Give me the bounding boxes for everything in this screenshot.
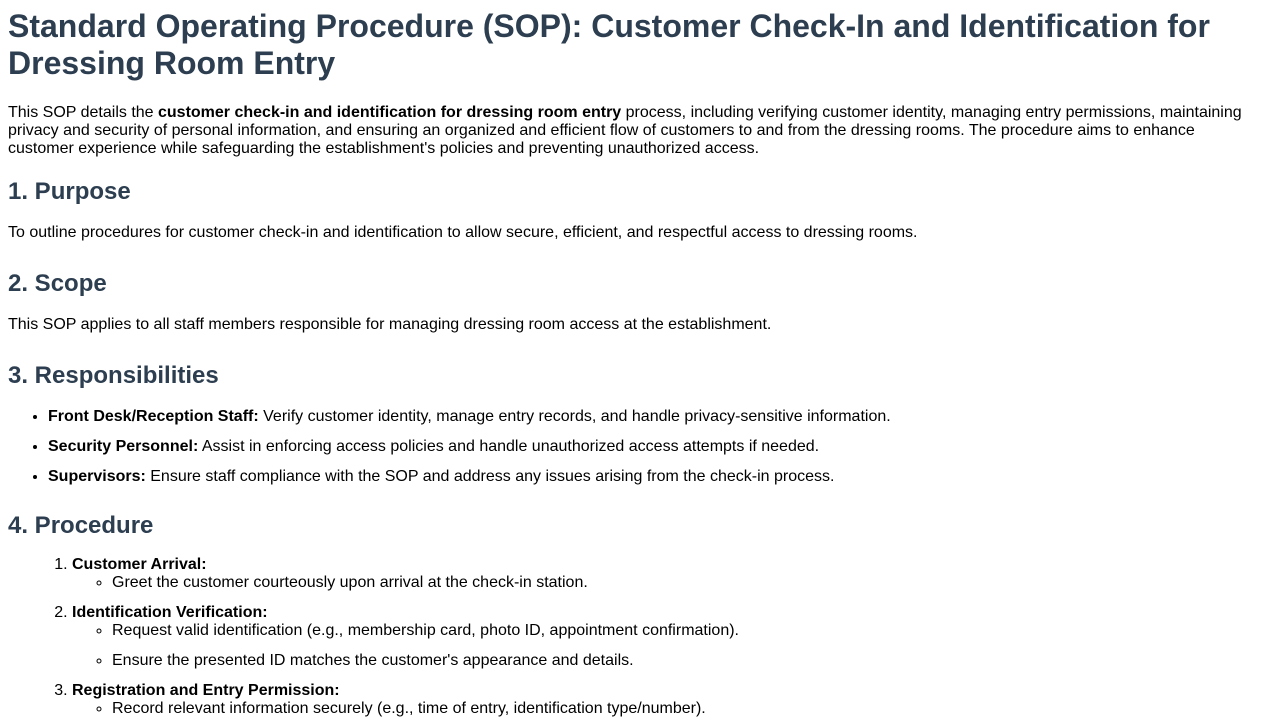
step-title: Registration and Entry Permission: xyxy=(72,682,340,699)
list-item xyxy=(48,468,1255,486)
list-item xyxy=(48,438,1255,456)
procedure-step xyxy=(72,682,1255,718)
role-label: Front Desk/Reception Staff: xyxy=(48,408,259,425)
substep-item: ◦ Greet the customer courteously upon arrival at the check-in station. xyxy=(112,574,1255,592)
page-title: Standard Operating Procedure (SOP): Customer Check-In and Identification for Dressing Room Entry xyxy=(8,8,1210,81)
procedure-steps xyxy=(8,556,1255,718)
role-description: Assist in enforcing access policies and handle unauthorized access attempts if needed. xyxy=(198,438,820,455)
substep-item: ◦ Ensure the presented ID matches the customer's appearance and details. xyxy=(112,652,1255,670)
procedure-step xyxy=(72,556,1255,592)
list-item xyxy=(48,408,1255,426)
step-substeps xyxy=(72,622,1255,670)
intro-paragraph xyxy=(8,104,1255,158)
sop-document xyxy=(0,8,1263,718)
scope-text: This SOP applies to all staff members responsible for managing dressing room access at the establishment. xyxy=(8,316,772,333)
purpose-text: To outline procedures for customer check-in and identification to allow secure, efficient, and respectful access to dressing rooms. xyxy=(8,224,918,241)
procedure-step xyxy=(72,604,1255,670)
purpose-heading: 1. Purpose xyxy=(8,178,131,205)
intro-after: process, including verifying customer identity, managing entry permissions, maintaining privacy and security of personal information, and ensuring an organized and efficient flow of customers to and from the dressing rooms. The procedure aims to enhance customer experience while safeguarding the establishment's policies and preventing unauthorized access. xyxy=(8,104,1242,157)
substep-item: ◦ Record relevant information securely (e.g., time of entry, identification type/number). xyxy=(112,700,1255,718)
responsibilities-heading: 3. Responsibilities xyxy=(8,362,219,389)
role-description: Ensure staff compliance with the SOP and address any issues arising from the check-in process. xyxy=(145,468,835,485)
step-title: Customer Arrival: xyxy=(72,556,207,573)
substep-item: ◦ Request valid identification (e.g., membership card, photo ID, appointment confirmation). xyxy=(112,622,1255,640)
role-description: Verify customer identity, manage entry records, and handle privacy-sensitive information. xyxy=(258,408,891,425)
role-label: Supervisors: xyxy=(48,468,146,485)
role-label: Security Personnel: xyxy=(48,438,199,455)
intro-bold: customer check-in and identification for dressing room entry xyxy=(158,104,622,121)
intro-before: This SOP details the xyxy=(8,104,158,121)
step-substeps xyxy=(72,574,1255,592)
step-title: Identification Verification: xyxy=(72,604,268,621)
step-substeps xyxy=(72,700,1255,718)
procedure-heading: 4. Procedure xyxy=(8,512,154,539)
scope-heading: 2. Scope xyxy=(8,270,107,297)
responsibilities-list xyxy=(8,408,1255,486)
